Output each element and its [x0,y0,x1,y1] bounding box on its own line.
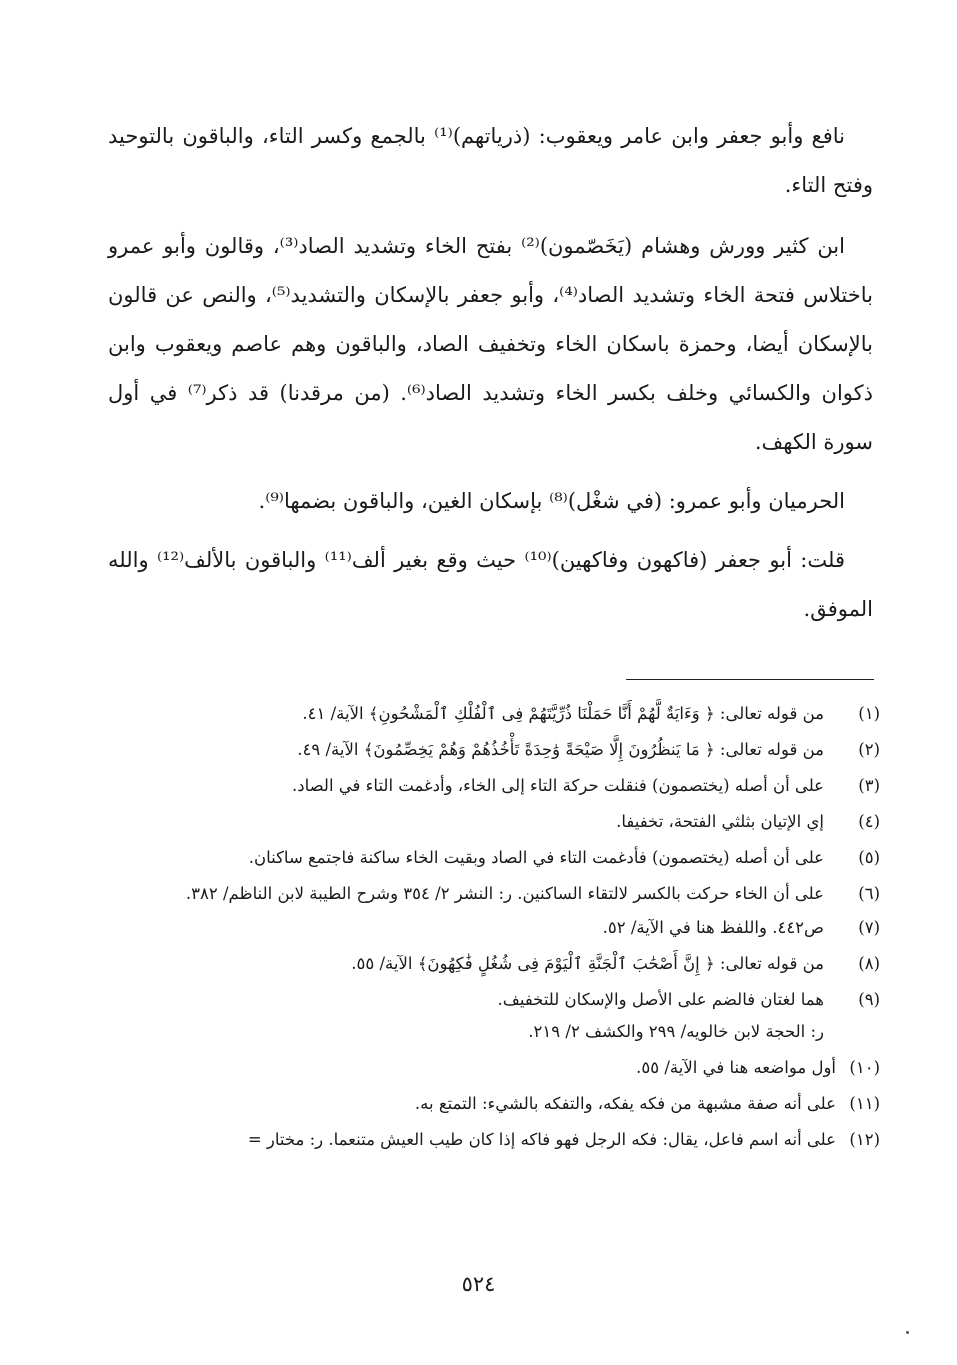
footnote-number: (٢) [858,740,880,759]
footnote-3 [104,773,880,799]
footnote-11 [104,1091,880,1117]
footnote-text: ص٤٤٢. واللفظ هنا في الآية/ ٥٢. [602,918,824,937]
footnote-5 [104,845,880,871]
footnote-7 [104,915,880,941]
footnote-text: من قوله تعالى: ﴿ إِنَّ أَصْحَٰبَ ٱلْجَنَّةِ ٱلْيَوْمَ فِى شُغُلٍ فَٰكِهُونَ﴾ الآية/ ٥٥. [351,954,824,973]
paragraph-3: الحرميان وأبو عمرو: (في شغْل)⁽⁸⁾ بإسكان الغين، والباقون بضمها⁽⁹⁾. [258,489,845,513]
page-number: ٥٢٤ [461,1272,496,1296]
footnote-4 [104,809,880,835]
footnote-text: على أن أصله (يختصمون) فنقلت حركة التاء إلى الخاء، وأدغمت التاء في الصاد. [291,776,824,795]
footnote-text: على أنه اسم فاعل، يقال: فكه الرجل فهو فاكه إذا كان طيب العيش متنعما. ر: مختار = [247,1130,836,1149]
footnote-10 [104,1055,880,1081]
footnote-text: على أن الخاء حركت بالكسر لالتقاء الساكنين. ر: النشر ٢/ ٣٥٤ وشرح الطيبة لابن الناظم/ ٣٨٢. [185,884,824,903]
footnote-9 [104,987,880,1013]
footnote-number: (٦) [858,884,880,903]
footnote-text: من قوله تعالى: ﴿ مَا يَنظُرُونَ إِلَّا صَيْحَةً وَٰحِدَةً تَأْخُذُهُمْ وَهُمْ يَخِصِّمُونَ﴾ الآية/ ٤٩. [297,740,824,759]
footnote-8 [104,951,880,977]
scan-speck [906,1331,909,1334]
footnote-text: من قوله تعالى: ﴿ وَءَايَةٌ لَّهُمْ أَنَّا حَمَلْنَا ذُرِّيَّتَهُمْ فِى ٱلْفُلْكِ ٱلْمَشْحُونِ﴾ الآية/ ٤١. [302,704,824,723]
footnote-number: (٨) [858,954,880,973]
footnote-9-reference: ر: الحجة لابن خالويه/ ٢٩٩ والكشف ٢/ ٢١٩. [528,1022,824,1041]
footnotes-block [104,701,880,1163]
footnote-number: (٧) [858,918,880,937]
footnote-6 [104,881,880,907]
footnote-number: (١١) [849,1094,880,1113]
footnote-12 [104,1127,880,1153]
footnote-number: (٣) [858,776,880,795]
footnote-text: أول مواضعه هنا في الآية/ ٥٥. [636,1058,836,1077]
footnote-divider [626,679,874,680]
paragraph-4: قلت: أبو جعفر (فاكهون وفاكهين)⁽¹⁰⁾ حيث وقع بغير ألف⁽¹¹⁾ والباقون بالألف⁽¹²⁾ والله الموفق. [108,548,873,621]
footnote-number: (٥) [858,848,880,867]
footnote-text: على أنه صفة مشبهة من فكه يفكه، والتفكه بالشيء: التمتع به. [414,1094,836,1113]
footnote-text: إي الإتيان بثلثي الفتحة، تخفيفا. [616,812,824,831]
footnote-2 [104,737,880,763]
footnote-number: (٤) [858,812,880,831]
paragraph-1: نافع وأبو جعفر وابن عامر ويعقوب: (ذرياتهم)⁽¹⁾ بالجمع وكسر التاء، والباقون بالتوحيد وفتح التاء. [108,124,873,197]
paragraph-2: ابن كثير وورش وهشام (يَخَصّمون)⁽²⁾ بفتح الخاء وتشديد الصاد⁽³⁾، وقالون وأبو عمرو باختلاس فتحة الخاء وتشديد الصاد⁽⁴⁾، وأبو جعفر بالإسكان والتشديد⁽⁵⁾، والنص عن قالون بالإسكان أيضا، وحمزة باسكان الخاء وتخفيف الصاد، والباقون وهم عاصم ويعقوب وابن ذكوان والكسائي وخلف بكسر الخاء وتشديد الصاد⁽⁶⁾. (من مرقدنا) قد ذكر⁽⁷⁾ في أول سورة الكهف. [108,234,873,454]
footnote-1 [104,701,880,727]
footnote-number: (١) [858,704,880,723]
footnote-text: على أن أصله (يختصمون) فأدغمت التاء في الصاد وبقيت الخاء ساكنة فاجتمع ساكنان. [248,848,824,867]
footnote-number: (٩) [858,990,880,1009]
footnote-number: (١٠) [849,1058,880,1077]
footnote-text: هما لغتان فالضم على الأصل والإسكان للتخفيف. [497,990,824,1009]
footnote-number: (١٢) [849,1130,880,1149]
main-text-block [108,112,873,644]
